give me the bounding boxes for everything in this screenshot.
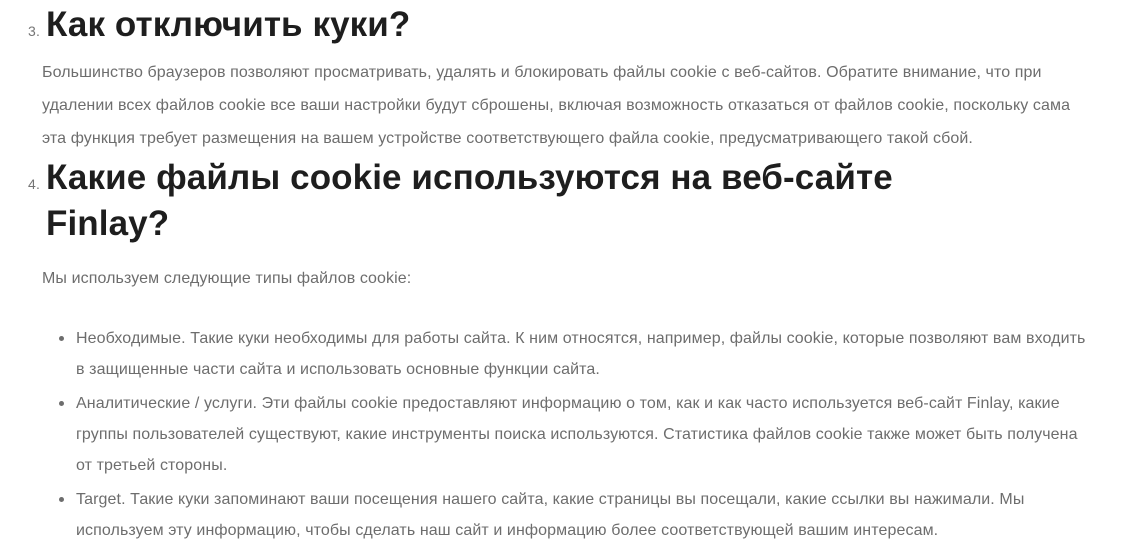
list-item-analytical-cookies (42, 388, 1092, 481)
page-heading-cookie-types (46, 155, 893, 247)
section-cookie-types (28, 155, 1092, 546)
list-item-text: Необходимые. Такие куки необходимы для работы сайта. К ним относятся, например, файлы cookie, которые позволяют вам входить в защищенные части сайта и использовать основные функции сайта. (76, 330, 1086, 378)
page-heading-disable-cookies (46, 2, 410, 48)
heading-line: Какие файлы cookie используются на веб-сайте (46, 158, 893, 197)
list-item-text: Аналитические / услуги. Эти файлы cookie предоставляют информацию о том, как и как часто используется веб-сайт Finlay, какие группы пользователей существуют, какие инструменты поиска используются. Статистика файлов cookie также может быть получена от третьей стороны. (76, 395, 1078, 474)
list-item-necessary-cookies (42, 323, 1092, 385)
paragraph-cookie-types-intro: Мы используем следующие типы файлов cookie: (42, 270, 412, 287)
heading-line: Finlay? (46, 204, 170, 243)
section-heading-row (28, 2, 1092, 48)
section-heading-row (28, 155, 1092, 247)
list-item-target-cookies (42, 484, 1092, 546)
bullet-icon (59, 401, 64, 406)
section-how-to-disable-cookies (28, 2, 1092, 155)
paragraph-disable-cookies: Большинство браузеров позволяют просматривать, удалять и блокировать файлы cookie с веб-сайтов. Обратите внимание, что при удалении всех файлов cookie все ваши настройки будут сброшены, включая возможность отказаться от файлов cookie, поскольку сама эта функция требует размещения на вашем устройстве соответствующего файла cookie, предусматривающего такой сбой. (42, 64, 1071, 147)
bullet-icon (59, 497, 64, 502)
section-number: 4. (28, 176, 41, 192)
heading-line: Как отключить куки? (46, 5, 411, 44)
section-number: 3. (28, 23, 41, 39)
list-item-text: Target. Такие куки запоминают ваши посещения нашего сайта, какие страницы вы посещали, какие ссылки вы нажимали. Мы используем эту информацию, чтобы сделать наш сайт и информацию более соответствующей вашим интересам. (76, 491, 1025, 539)
cookie-types-list (42, 323, 1092, 546)
bullet-icon (59, 336, 64, 341)
